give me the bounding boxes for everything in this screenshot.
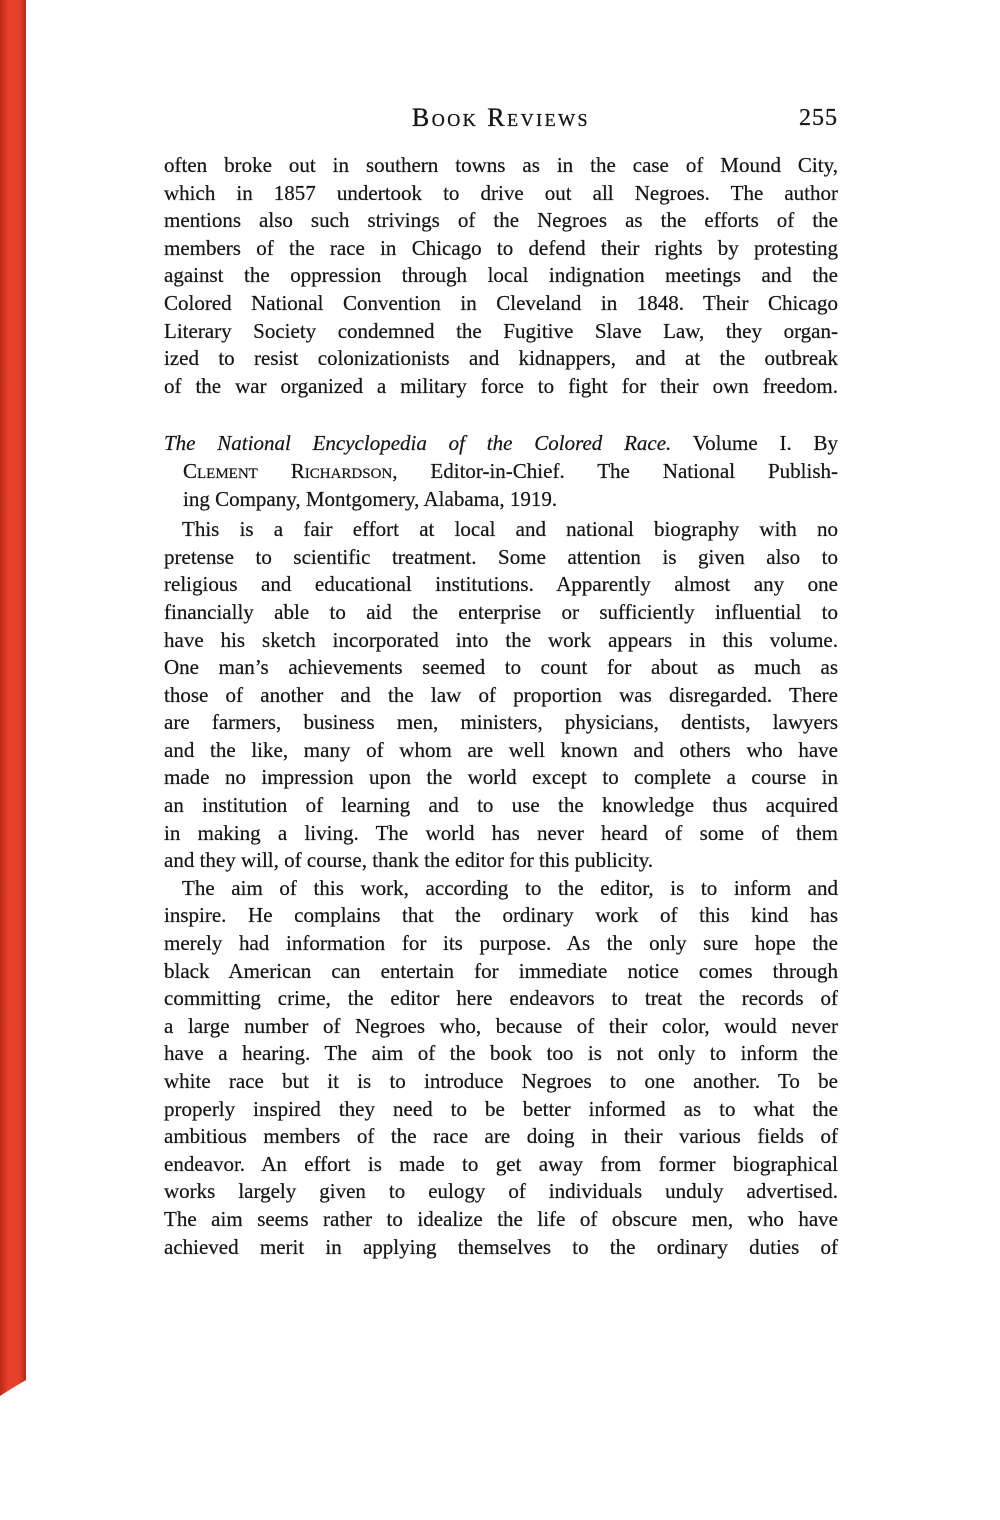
text-line: ized to resist colonizationists and kidnappers, and at the outbreak: [164, 346, 838, 371]
text-line: members of the race in Chicago to defend their rights by protesting: [164, 235, 838, 260]
text-line: often broke out in southern towns as in the case of Mound City,: [164, 153, 838, 177]
text-line: financially able to aid the enterprise or sufficiently influential to: [164, 599, 838, 624]
text-line: Literary Society condemned the Fugitive Slave Law, they organ-: [164, 318, 838, 343]
text-line: [164, 430, 838, 458]
text-line: have his sketch incorporated into the work appears in this volume.: [164, 627, 838, 652]
text-line: This is a fair effort at local and national biography with no: [182, 517, 838, 542]
text-line: properly inspired they need to be better informed as to what the: [164, 1096, 838, 1121]
text-line: [164, 486, 838, 514]
citation-segment-roman: ing Company, Montgomery, Alabama, 1919.: [183, 486, 558, 511]
text-line: The aim seems rather to idealize the life of obscure men, who have: [164, 1206, 838, 1231]
paragraph-continuation: [164, 152, 838, 400]
text-line: [164, 458, 838, 486]
text-line: have a hearing. The aim of the book too is not only to inform the: [164, 1041, 838, 1066]
running-header: [164, 103, 838, 137]
text-line: ambitious members of the race are doing in their various fields of: [164, 1124, 838, 1149]
text-line: an institution of learning and to use the knowledge thus acquired: [164, 793, 838, 818]
book-edge-red-stripe: [0, 0, 26, 1396]
citation-segment-smallcaps: Clement Richardson: [183, 458, 393, 483]
text-line: and the like, many of whom are well known and others who have: [164, 737, 838, 762]
text-line: against the oppression through local indignation meetings and the: [164, 263, 838, 288]
paragraph-review-2: [164, 875, 838, 1261]
text-line: achieved merit in applying themselves to the ordinary duties of: [164, 1234, 838, 1259]
text-line: of the war organized a military force to fight for their own freedom.: [164, 373, 838, 398]
running-header-title: Book Reviews: [411, 103, 591, 132]
text-line: are farmers, business men, ministers, physicians, dentists, lawyers: [164, 710, 838, 735]
text-line: which in 1857 undertook to drive out all Negroes. The author: [164, 180, 838, 205]
page-number: 255: [799, 105, 838, 131]
text-line: committing crime, the editor here endeavors to treat the records of: [164, 986, 838, 1011]
citation-segment-italic: The National Encyclopedia of the Colored Race.: [164, 431, 672, 456]
citation-segment-roman: , Editor-in-Chief. The National Publish-: [392, 458, 839, 483]
text-line: in making a living. The world has never heard of some of them: [164, 820, 838, 845]
text-line: Colored National Convention in Cleveland in 1848. Their Chicago: [164, 290, 838, 315]
text-line: inspire. He complains that the ordinary work of this kind has: [164, 903, 838, 928]
citation: [164, 430, 838, 513]
text-line: religious and educational institutions. Apparently almost any one: [164, 572, 838, 597]
text-line: The aim of this work, according to the editor, is to inform and: [182, 875, 838, 900]
text-block: [164, 152, 838, 1261]
paragraph-review-1: [164, 516, 838, 875]
text-line: endeavor. An effort is made to get away from former biographical: [164, 1151, 838, 1176]
citation-segment-roman: Volume I. By: [671, 431, 838, 456]
text-line: One man’s achievements seemed to count for about as much as: [164, 655, 838, 680]
text-line: mentions also such strivings of the Negroes as the efforts of the: [164, 208, 838, 233]
text-line: pretense to scientific treatment. Some attention is given also to: [164, 544, 838, 569]
text-line: and they will, of course, thank the editor for this publicity.: [164, 848, 654, 873]
text-line: made no impression upon the world except to complete a course in: [164, 765, 838, 790]
text-line: those of another and the law of proportion was disregarded. There: [164, 682, 838, 707]
text-line: merely had information for its purpose. As the only sure hope the: [164, 931, 838, 956]
text-line: white race but it is to introduce Negroes to one another. To be: [164, 1069, 838, 1093]
text-line: works largely given to eulogy of individuals unduly advertised.: [164, 1179, 838, 1204]
text-line: a large number of Negroes who, because of their color, would never: [164, 1013, 838, 1038]
text-line: black American can entertain for immediate notice comes through: [164, 958, 838, 983]
